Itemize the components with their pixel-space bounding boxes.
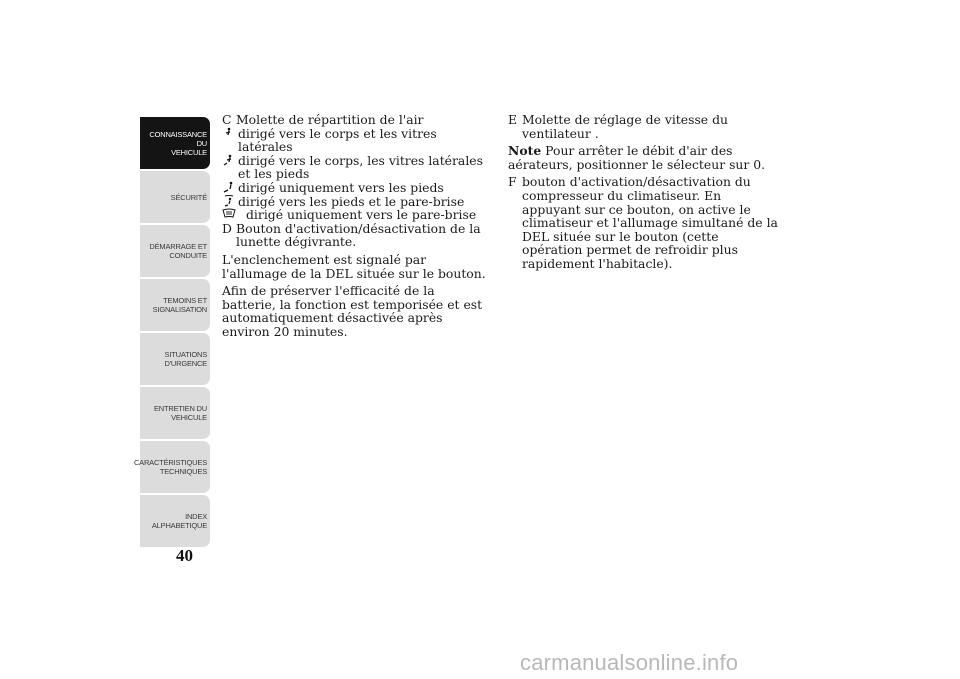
tab-securite[interactable]: SÉCURITÉ — [140, 171, 210, 223]
item-f — [508, 175, 778, 270]
mode-row-feet-windshield — [222, 195, 490, 209]
tab-caracteristiques-techniques[interactable]: CARACTÉRISTIQUES TECHNIQUES — [140, 441, 210, 493]
page-number: 40 — [176, 546, 193, 565]
airflow-body-icon — [222, 127, 238, 140]
left-column — [222, 113, 490, 339]
mode-text-windshield: dirigé uniquement vers le pare-brise — [246, 207, 477, 223]
defrost-windshield-icon — [222, 208, 246, 221]
note-paragraph — [508, 144, 778, 171]
item-d-text: Bouton d'activation/désactivation de la lunette dégivrante. — [236, 220, 481, 250]
note-label: Note — [508, 143, 542, 159]
mode-text-feet: dirigé uniquement vers les pieds — [238, 179, 444, 195]
mode-row-windshield — [222, 208, 490, 222]
tab-demarrage-et-conduite[interactable]: DÉMARRAGE ET CONDUITE — [140, 225, 210, 277]
tab-index-alphabetique[interactable]: INDEX ALPHABETIQUE — [140, 495, 210, 547]
note-text: Pour arrêter le débit d'air des aérateurs, positionner le sélecteur sur 0. — [508, 143, 766, 172]
mode-row-body — [222, 127, 490, 154]
item-e-text: Molette de réglage de vitesse du ventilateur . — [522, 112, 728, 141]
mode-row-feet — [222, 181, 490, 195]
tab-situations-d-urgence[interactable]: SITUATIONS D'URGENCE — [140, 333, 210, 385]
item-d-label: D — [222, 220, 232, 236]
right-column — [508, 113, 778, 271]
item-f-text: bouton d'activation/désactivation du compresseur du climatiseur. En appuyant sur ce bouton, on active le climatiseur et l'allumage simultané de la DEL située sur le bouton (cette opération permet de refroidir plus rapidement l'habitacle). — [522, 174, 778, 271]
mode-text-body-feet: dirigé vers le corps, les vitres latérales et les pieds — [238, 152, 483, 182]
tab-temoins-et-signalisation[interactable]: TEMOINS ET SIGNALISATION — [140, 279, 210, 331]
tab-entretien-du-vehicule[interactable]: ENTRETIEN DU VEHICULE — [140, 387, 210, 439]
paragraph-battery: Afin de préserver l'efficacité de la batterie, la fonction est temporisée et est automatiquement désactivée après environ 20 minutes. — [222, 283, 483, 339]
airflow-feet-windshield-icon — [222, 195, 238, 208]
item-e-label: E — [508, 112, 518, 127]
watermark: carmanualsonline.info — [520, 650, 739, 675]
mode-row-body-feet — [222, 154, 490, 181]
item-e — [508, 113, 778, 140]
tab-connaissance-du-vehicule[interactable]: CONNAISSANCE DU VEHICULE — [140, 117, 210, 169]
item-f-label: F — [508, 174, 517, 190]
item-d — [222, 222, 490, 249]
airflow-feet-icon — [222, 181, 238, 194]
item-c-title: Molette de répartition de l'air — [236, 112, 424, 127]
item-c — [222, 113, 490, 127]
paragraph-led-signal: L'enclenchement est signalé par l'allumage de la DEL située sur le bouton. — [222, 251, 486, 281]
mode-text-body: dirigé vers le corps et les vitres latérales — [238, 125, 437, 155]
item-c-label: C — [222, 112, 232, 127]
mode-text-feet-windshield: dirigé vers les pieds et le pare-brise — [238, 193, 465, 209]
airflow-body-feet-icon — [222, 154, 238, 167]
